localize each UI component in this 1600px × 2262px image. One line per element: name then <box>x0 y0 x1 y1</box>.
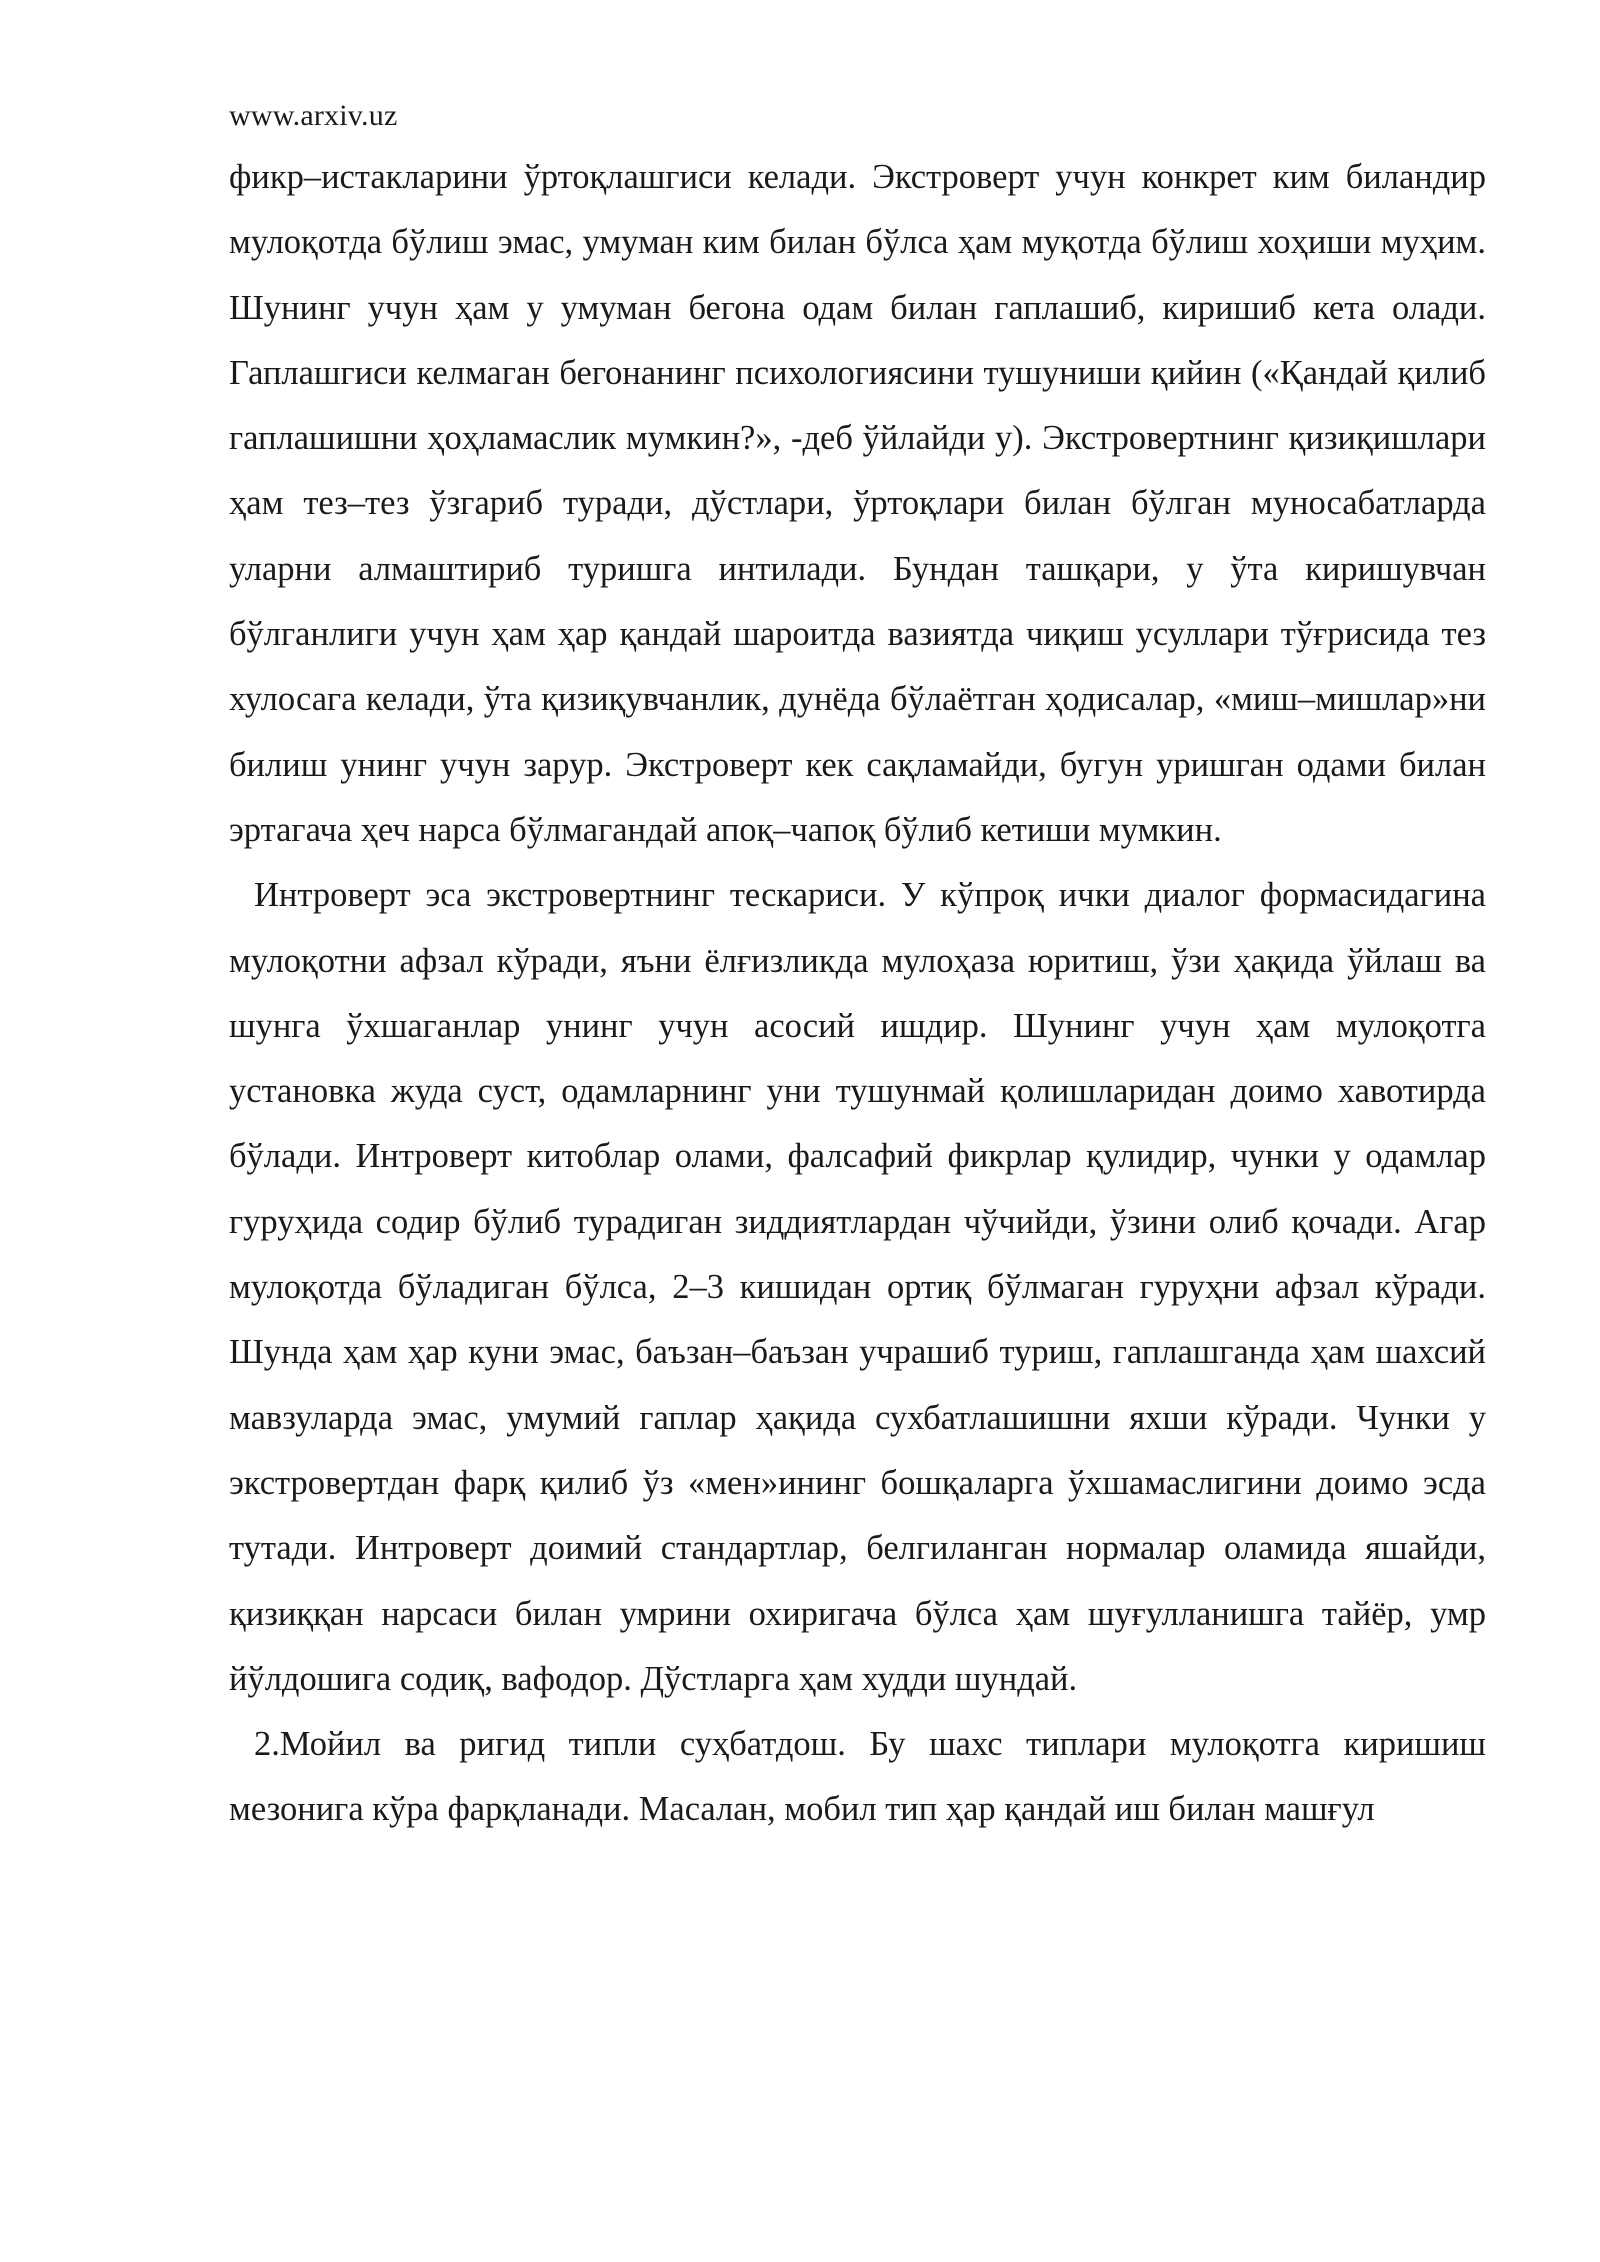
header-url: www.arxiv.uz <box>229 99 398 132</box>
paragraph-introvert: Интроверт эса экстровертнинг тескариси. У кўпроқ ички диалог формасидагина мулоқотни афзал кўради, яъни ёлғизликда мулоҳаза юритиш, ўзи ҳақида ўйлаш ва шунга ўхшаганлар унинг учун асосий ишдир. Шунинг учун ҳам мулоқотга установка жуда суст, одамларнинг уни тушунмай қолишларидан доимо хавотирда бўлади. Интроверт китоблар олами, фалсафий фикрлар қулидир, чунки у одамлар гуруҳида содир бўлиб турадиган зиддиятлардан чўчийди, ўзини олиб қочади. Агар мулоқотда бўладиган бўлса, 2–3 кишидан ортиқ бўлмаган гуруҳни афзал кўради. Шунда ҳам ҳар куни эмас, баъзан–баъзан учрашиб туриш, гаплашганда ҳам шахсий мавзуларда эмас, умумий гаплар ҳақида сухбатлашишни яхши кўради. Чунки у экстровертдан фарқ қилиб ўз «мен»ининг бошқаларга ўхшамаслигини доимо эсда тутади. Интроверт доимий стандартлар, белгиланган нормалар оламида яшайди, қизиққан нарсаси билан умрини охиригача бўлса ҳам шуғулланишга тайёр, умр йўлдошига содиқ, вафодор. Дўстларга ҳам худди шундай. <box>229 876 1486 1698</box>
paragraph-mobile-rigid: 2.Мойил ва ригид типли суҳбатдош. Бу шахс типлари мулоқотга киришиш мезонига кўра фарқланади. Масалан, мобил тип ҳар қандай иш билан машғул <box>229 1725 1486 1829</box>
paragraph-extrovert: фикр–истакларини ўртоқлашгиси келади. Экстроверт учун конкрет ким биландир мулоқотда бўлиш эмас, умуман ким билан бўлса ҳам муқотда бўлиш хоҳиши муҳим. Шунинг учун ҳам у умуман бегона одам билан гаплашиб, киришиб кета олади. Гаплашгиси келмаган бегонанинг психологиясини тушуниши қийин («Қандай қилиб гаплашишни ҳоҳламаслик мумкин?», -деб ўйлайди у). Экстровертнинг қизиқишлари ҳам тез–тез ўзгариб туради, дўстлари, ўртоқлари билан бўлган муносабатларда уларни алмаштириб туришга интилади. Бундан ташқари, у ўта киришувчан бўлганлиги учун ҳам ҳар қандай шароитда вазиятда чиқиш усуллари тўғрисида тез хулосага келади, ўта қизиқувчанлик, дунёда бўлаётган ҳодисалар, «миш–мишлар»ни билиш унинг учун зарур. Экстроверт кек сақламайди, бугун уришган одами билан эртагача ҳеч нарса бўлмагандай апоқ–чапоқ бўлиб кетиши мумкин. <box>229 158 1486 849</box>
document-body <box>229 145 1486 1843</box>
